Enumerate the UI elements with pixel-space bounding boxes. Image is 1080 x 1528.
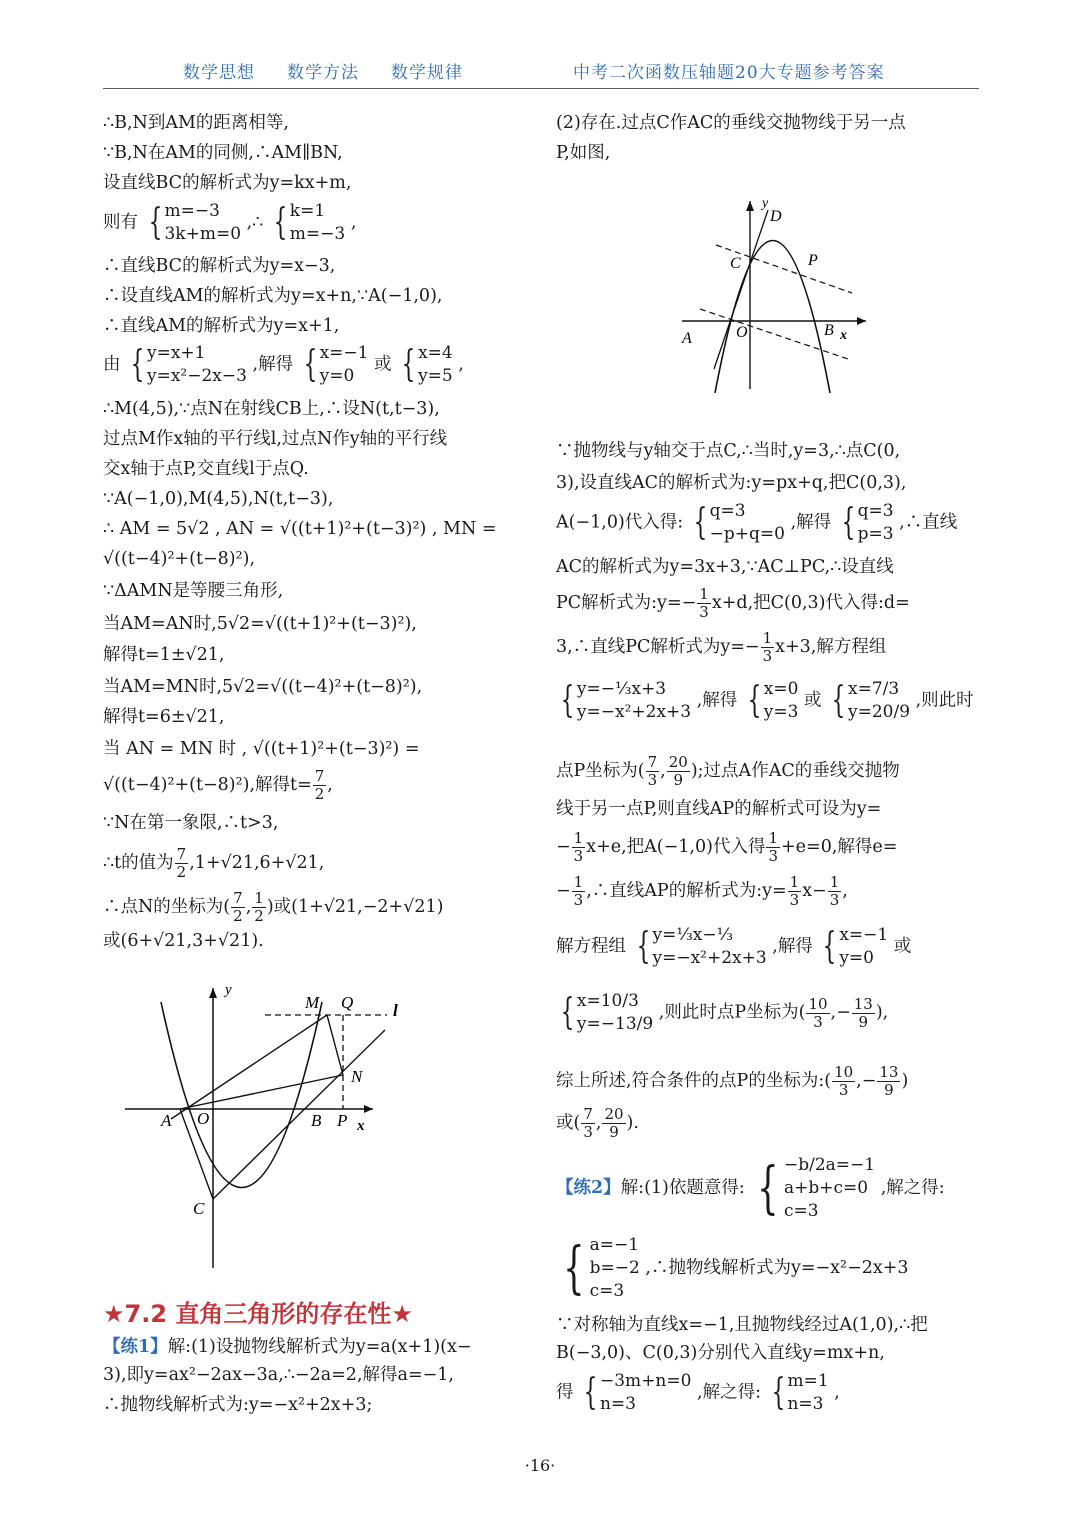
eq: −3m+n=0 bbox=[599, 1371, 692, 1391]
eq: p=3 bbox=[857, 524, 894, 544]
equation-system: { x=−1 y=0 bbox=[823, 925, 889, 968]
eq: y=x+1 bbox=[146, 343, 206, 363]
eq: y=⅓x−⅓ bbox=[652, 925, 734, 945]
numerator: 1 bbox=[573, 873, 584, 891]
practice-tag: 【练1】 bbox=[103, 1337, 168, 1357]
text-line: 3),设直线AC的解析式为:y=px+q,把C(0,3), bbox=[556, 473, 907, 493]
segment-AN bbox=[180, 1075, 343, 1109]
text-line: ∵抛物线与y轴交于点C,∴当时,y=3,∴点C(0, bbox=[556, 441, 901, 461]
equation-system: { x=0 y=3 bbox=[747, 679, 799, 722]
eq: x=7/3 bbox=[847, 679, 900, 699]
section-title: ★7.2 直角三角形的存在性★ bbox=[103, 1300, 413, 1328]
text-line: (2)存在.过点C作AC的垂线交抛物线于另一点 bbox=[556, 113, 906, 133]
text-line: 或(6+√21,3+√21). bbox=[103, 931, 264, 951]
denominator: 9 bbox=[609, 1123, 619, 1141]
denominator: 2 bbox=[176, 863, 187, 881]
numerator: 13 bbox=[879, 1063, 899, 1081]
equation-system: { x=7/3 y=20/9 bbox=[831, 679, 911, 722]
fraction bbox=[646, 754, 660, 789]
equation-system: { y=⅓x−⅓ y=−x²+2x+3 bbox=[636, 925, 767, 968]
text-line: 过点M作x轴的平行线l,过点N作y轴的平行线 bbox=[103, 429, 448, 449]
text: 或 bbox=[804, 690, 822, 711]
text: ,∴直线AP的解析式为:y= bbox=[586, 881, 787, 901]
text-line: ∴设直线AM的解析式为y=x+n,∵A(−1,0), bbox=[103, 286, 443, 306]
denominator: 3 bbox=[789, 891, 800, 909]
segment-MN bbox=[327, 1015, 343, 1075]
text-line-with-fraction: 或( $\frac{7}{3}$ , $\frac{20}{9}$ ). bbox=[556, 1105, 639, 1141]
text: 则有 bbox=[103, 212, 138, 233]
fraction bbox=[667, 754, 690, 789]
text: 或 bbox=[893, 936, 912, 957]
equation-system-line bbox=[103, 342, 464, 388]
label-C: C bbox=[193, 1199, 205, 1218]
eq: q=3 bbox=[709, 501, 746, 521]
equation-system: { −b/2a=−1 a+b+c=0 c=3 bbox=[757, 1155, 876, 1221]
numerator: 1 bbox=[829, 873, 840, 891]
numerator: 1 bbox=[762, 629, 773, 647]
fraction bbox=[877, 1064, 900, 1099]
equation-system: { m=1 n=3 bbox=[771, 1371, 829, 1414]
text: x+e,把A(−1,0)代入得 bbox=[586, 837, 766, 857]
text: ,解得 bbox=[696, 690, 738, 711]
fraction bbox=[231, 890, 245, 925]
text: ). bbox=[626, 1113, 639, 1133]
equation-system: { −3m+n=0 n=3 bbox=[583, 1371, 692, 1414]
text-line: ∵B,N在AM的同侧,∴AM∥BN, bbox=[103, 143, 343, 163]
label-D: D bbox=[770, 208, 782, 225]
eq: x=−1 bbox=[839, 925, 889, 945]
equation-system: { m=−3 3k+m=0 bbox=[148, 201, 242, 244]
fraction bbox=[806, 996, 829, 1031]
text: ,解得 bbox=[790, 512, 832, 533]
text: √((t−4)²+(t−8)²),解得t= bbox=[103, 775, 312, 795]
equation-system-line bbox=[556, 500, 957, 546]
numerator: 7 bbox=[233, 889, 243, 907]
text: 由 bbox=[103, 354, 121, 375]
numerator: 1 bbox=[789, 873, 800, 891]
fraction bbox=[828, 874, 842, 909]
text-line-with-fraction: 点P坐标为( $\frac{7}{3}$ , $\frac{20}{9}$ );过点A作AC的垂线交抛物 bbox=[556, 753, 900, 789]
numerator: 1 bbox=[573, 829, 584, 847]
eq: y=20/9 bbox=[847, 702, 911, 722]
denominator: 3 bbox=[768, 847, 779, 865]
text: ,∴ bbox=[246, 212, 264, 233]
text: , bbox=[327, 775, 333, 795]
text: , bbox=[834, 1382, 840, 1403]
text: ∴点N的坐标为( bbox=[103, 897, 231, 917]
equation-system-line bbox=[556, 1154, 945, 1223]
numerator: 10 bbox=[808, 994, 828, 1013]
denominator: 9 bbox=[884, 1081, 894, 1099]
eq: −p+q=0 bbox=[709, 524, 785, 544]
text: )或(1+√21,−2+√21) bbox=[266, 897, 444, 917]
fraction bbox=[175, 846, 189, 881]
fraction bbox=[313, 768, 327, 803]
text: ,解之得: bbox=[880, 1178, 945, 1198]
fraction bbox=[761, 630, 775, 665]
text: ,∴直线 bbox=[899, 512, 958, 533]
fraction bbox=[697, 586, 711, 621]
eq: a=−1 bbox=[589, 1235, 640, 1255]
eq: n=3 bbox=[787, 1394, 824, 1414]
numerator: 20 bbox=[668, 753, 688, 771]
numerator: 1 bbox=[768, 829, 779, 847]
equation-system: { k=1 m=−3 bbox=[273, 201, 346, 244]
eq: k=1 bbox=[289, 201, 326, 221]
eq: x=0 bbox=[763, 679, 799, 699]
text-line-with-fraction bbox=[556, 630, 886, 665]
text: − bbox=[556, 837, 571, 857]
label-A: A bbox=[682, 330, 692, 347]
text-line: 当 AN = MN 时 , √((t+1)²+(t−3)²) = bbox=[103, 739, 420, 759]
eq: m=−3 bbox=[289, 224, 346, 244]
eq: y=0 bbox=[839, 948, 874, 968]
label-l: l bbox=[393, 1001, 398, 1020]
page-header bbox=[103, 56, 979, 89]
denominator: 3 bbox=[647, 771, 658, 789]
denominator: 3 bbox=[813, 1012, 823, 1031]
label-P: P bbox=[808, 252, 818, 269]
text-line-with-fraction bbox=[556, 586, 910, 621]
label-M: M bbox=[305, 993, 320, 1012]
eq: y=−x²+2x+3 bbox=[576, 702, 692, 722]
text: , bbox=[458, 354, 464, 375]
denominator: 3 bbox=[838, 1081, 849, 1099]
text-line: 3),即y=ax²−2ax−3a,∴−2a=2,解得a=−1, bbox=[103, 1365, 454, 1385]
text-line: √((t−4)²+(t−8)²), bbox=[103, 549, 256, 569]
header-book-title: 中考二次函数压轴题20大专题参考答案 bbox=[573, 63, 885, 83]
fraction bbox=[832, 1064, 855, 1099]
line-CB bbox=[213, 1030, 385, 1199]
eq: c=3 bbox=[784, 1201, 819, 1221]
text: 解方程组 bbox=[556, 936, 626, 957]
fraction bbox=[788, 874, 802, 909]
numerator: 10 bbox=[834, 1063, 854, 1081]
numerator: 7 bbox=[314, 767, 325, 785]
label-B: B bbox=[311, 1111, 322, 1130]
label-y: y bbox=[762, 196, 769, 211]
label-O: O bbox=[736, 324, 748, 341]
denominator: 2 bbox=[233, 907, 243, 925]
eq: a+b+c=0 bbox=[784, 1178, 869, 1198]
text: x+d,把C(0,3)代入得:d= bbox=[711, 593, 910, 613]
eq: y=−x²+2x+3 bbox=[652, 948, 767, 968]
figure-parabola-perpendicular bbox=[670, 193, 880, 393]
text: +e=0,解得e= bbox=[781, 837, 898, 857]
eq: y=−⅓x+3 bbox=[576, 679, 667, 699]
text-line: ∵ΔAMN是等腰三角形, bbox=[103, 581, 284, 601]
numerator: 7 bbox=[176, 845, 187, 863]
denominator: 2 bbox=[314, 785, 325, 803]
text: PC解析式为:y=− bbox=[556, 593, 697, 613]
eq: −b/2a=−1 bbox=[784, 1155, 876, 1175]
fraction bbox=[852, 996, 875, 1031]
fraction bbox=[581, 1106, 595, 1141]
equation-system: { x=4 y=5 bbox=[401, 343, 453, 386]
text-line-with-fraction: 综上所述,符合条件的点P的坐标为:( $\frac{10}{3}$ ,− $\frac{13}{9}$ ) bbox=[556, 1063, 909, 1099]
equation-system: { y=x+1 y=x²−2x−3 bbox=[130, 343, 247, 386]
label-Q: Q bbox=[341, 993, 354, 1012]
eq: b=−2 bbox=[589, 1258, 640, 1278]
fraction bbox=[572, 830, 586, 865]
denominator: 9 bbox=[858, 1012, 869, 1031]
denominator: 3 bbox=[573, 847, 584, 865]
text-line: 当AM=AN时,5√2=√((t+1)²+(t−3)²), bbox=[103, 614, 417, 634]
numerator: 7 bbox=[583, 1105, 593, 1123]
equation-system-line bbox=[556, 1370, 840, 1416]
text-line: B(−3,0)、C(0,3)分别代入直线y=mx+n, bbox=[556, 1343, 885, 1363]
text: 综上所述,符合条件的点P的坐标为:( bbox=[556, 1071, 832, 1091]
text: A(−1,0)代入得: bbox=[556, 512, 684, 533]
fraction bbox=[252, 890, 266, 925]
eq: x=−1 bbox=[319, 343, 369, 363]
header-tag-math-thought: 数学思想 bbox=[183, 63, 255, 83]
text-line-with-fraction bbox=[103, 846, 324, 881]
numerator: 13 bbox=[853, 994, 873, 1013]
text: ,1+√21,6+√21, bbox=[189, 853, 325, 873]
numerator: 7 bbox=[647, 753, 658, 771]
text-line: ∴直线AM的解析式为y=x+1, bbox=[103, 316, 340, 336]
denominator: 3 bbox=[573, 891, 584, 909]
text: ,解之得: bbox=[697, 1382, 761, 1403]
text: 3,∴直线PC解析式为y=− bbox=[556, 637, 760, 657]
eq: m=1 bbox=[787, 1371, 829, 1391]
equation-system: { x=10/3 y=−13/9 bbox=[560, 991, 654, 1034]
line-AC bbox=[714, 210, 768, 369]
equation-system-line bbox=[556, 1234, 909, 1303]
page-number: ·16· bbox=[524, 1456, 556, 1475]
eq: m=−3 bbox=[164, 201, 220, 221]
fraction bbox=[572, 874, 586, 909]
text: ,解得 bbox=[252, 354, 294, 375]
text: );过点A作AC的垂线交抛物 bbox=[690, 761, 900, 781]
text-line: AC的解析式为y=3x+3,∵AC⊥PC,∴设直线 bbox=[556, 557, 894, 577]
denominator: 3 bbox=[829, 891, 840, 909]
text: ,则此时点P坐标为( bbox=[658, 1002, 806, 1023]
equation-system: { y=−⅓x+3 y=−x²+2x+3 bbox=[560, 679, 692, 722]
eq: y=0 bbox=[319, 366, 355, 386]
eq: 3k+m=0 bbox=[164, 224, 242, 244]
equation-system: { q=3 p=3 bbox=[841, 501, 894, 544]
header-tag-math-rule: 数学规律 bbox=[391, 63, 463, 83]
text: ,则此时 bbox=[915, 690, 974, 711]
text: x− bbox=[802, 881, 827, 901]
text-line-with-fraction bbox=[556, 874, 848, 909]
eq: n=3 bbox=[599, 1394, 636, 1414]
practice-tag: 【练2】 bbox=[556, 1178, 621, 1198]
text: 解:(1)依题意得: bbox=[620, 1178, 745, 1198]
eq: q=3 bbox=[857, 501, 894, 521]
text-line-with-fraction bbox=[103, 768, 333, 803]
text: , bbox=[350, 212, 357, 233]
y-axis-arrow bbox=[209, 988, 217, 998]
text-line: ∴直线BC的解析式为y=x−3, bbox=[103, 256, 336, 276]
equation-system-line bbox=[103, 200, 356, 246]
text-line: ∵A(−1,0),M(4,5),N(t,t−3), bbox=[103, 489, 334, 509]
text-line-with-fraction bbox=[556, 830, 897, 865]
text: ) bbox=[901, 1071, 909, 1091]
text-line: 交x轴于点P,交直线l于点Q. bbox=[103, 459, 309, 479]
text: 解:(1)设抛物线解析式为y=a(x+1)(x− bbox=[167, 1337, 472, 1357]
eq: y=5 bbox=[418, 366, 453, 386]
text-line: ∵N在第一象限,∴t>3, bbox=[103, 813, 279, 833]
denominator: 3 bbox=[583, 1123, 593, 1141]
practice1-line1 bbox=[103, 1334, 472, 1360]
fraction bbox=[602, 1106, 625, 1141]
denominator: 9 bbox=[673, 771, 684, 789]
label-C: C bbox=[730, 255, 741, 272]
text-line: 设直线BC的解析式为y=kx+m, bbox=[103, 173, 352, 193]
text: ,∴抛物线解析式为y=−x²−2x+3 bbox=[645, 1258, 909, 1278]
text-line: 解得t=1±√21, bbox=[103, 645, 225, 665]
label-A: A bbox=[161, 1111, 172, 1130]
eq: x=10/3 bbox=[576, 991, 639, 1011]
denominator: 3 bbox=[762, 647, 773, 665]
equation-system: { a=−1 b=−2 c=3 bbox=[563, 1235, 640, 1301]
eq: y=3 bbox=[763, 702, 799, 722]
text: 得 bbox=[556, 1382, 574, 1403]
x-axis-arrow bbox=[364, 1105, 373, 1113]
y-axis-arrow bbox=[746, 201, 754, 211]
text-line: ∵对称轴为直线x=−1,且抛物线经过A(1,0),∴把 bbox=[556, 1315, 928, 1335]
text-line: 当AM=MN时,5√2=√((t−4)²+(t−8)²), bbox=[103, 677, 423, 697]
eq: y=x²−2x−3 bbox=[146, 366, 247, 386]
numerator: 1 bbox=[699, 585, 709, 603]
x-axis-arrow bbox=[857, 317, 866, 325]
text: , bbox=[842, 881, 848, 901]
label-x: x bbox=[357, 1118, 365, 1134]
text-line: ∴B,N到AM的距离相等, bbox=[103, 113, 289, 133]
text-line: 线于另一点P,则直线AP的解析式可设为y= bbox=[556, 799, 882, 819]
text: 或 bbox=[374, 354, 392, 375]
text-line: P,如图, bbox=[556, 143, 611, 163]
header-tag-math-method: 数学方法 bbox=[287, 63, 359, 83]
parabola bbox=[161, 1002, 322, 1188]
numerator: 1 bbox=[254, 889, 264, 907]
equation-system: { q=3 −p+q=0 bbox=[693, 501, 785, 544]
text-line: ∴M(4,5),∵点N在射线CB上,∴设N(t,t−3), bbox=[103, 399, 440, 419]
text: 点P坐标为( bbox=[556, 761, 645, 781]
numerator: 20 bbox=[604, 1105, 624, 1123]
label-B: B bbox=[824, 322, 834, 339]
denominator: 2 bbox=[254, 907, 264, 925]
fraction bbox=[766, 830, 780, 865]
denominator: 3 bbox=[699, 603, 709, 621]
figure-parabola-triangle bbox=[115, 978, 415, 1270]
label-x: x bbox=[840, 328, 847, 343]
label-P: P bbox=[337, 1111, 348, 1130]
eq: c=3 bbox=[589, 1281, 625, 1301]
equation-system-line bbox=[556, 678, 974, 724]
text: 或( bbox=[556, 1113, 581, 1133]
equation-system-line bbox=[556, 924, 911, 970]
text: ∴t的值为 bbox=[103, 853, 174, 873]
text-line: ∴ AM = 5√2 , AN = √((t+1)²+(t−3)²) , MN = bbox=[103, 519, 497, 539]
text: ,解得 bbox=[772, 936, 813, 957]
eq: y=−13/9 bbox=[576, 1014, 654, 1034]
text: ), bbox=[875, 1002, 889, 1023]
label-y: y bbox=[225, 982, 232, 998]
equation-system-line: { x=10/3 y=−13/9 ,则此时点P坐标为( $\frac{10}{3}$ ,− $\frac{13}{9}$ ), bbox=[556, 990, 888, 1036]
text-line: ∴抛物线解析式为:y=−x²+2x+3; bbox=[103, 1395, 373, 1415]
label-N: N bbox=[351, 1067, 363, 1086]
text: x+3,解方程组 bbox=[775, 637, 887, 657]
equation-system: { x=−1 y=0 bbox=[303, 343, 369, 386]
line-AM bbox=[171, 1015, 327, 1119]
eq: x=4 bbox=[418, 343, 453, 363]
label-O: O bbox=[197, 1109, 210, 1128]
text-line: 解得t=6±√21, bbox=[103, 707, 225, 727]
text-line-with-fraction: ∴点N的坐标为( $\frac{7}{2}$ , $\frac{1}{2}$ )或(1+√21,−2+√21) bbox=[103, 889, 444, 925]
text: − bbox=[556, 881, 571, 901]
